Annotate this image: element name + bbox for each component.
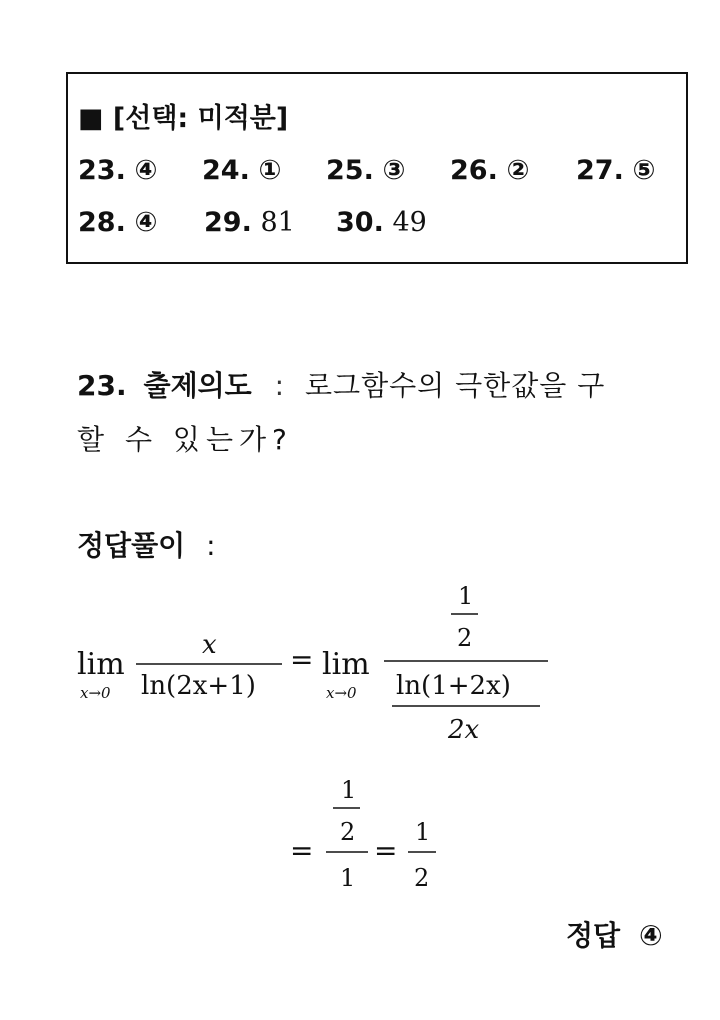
answer-number: 26. [450,155,498,186]
inner-top-one: 1 [458,582,474,610]
answer-number: 23. [78,155,126,186]
frac1-numerator: x [202,630,217,660]
answer-choice: ② [506,155,530,186]
frac1-denominator: ln(2x+1) [141,671,256,701]
frac2-top-one: 1 [341,776,357,804]
answer-choice: ④ [134,155,158,186]
final-answer-label: 정답 [566,919,621,952]
lim-left-sub: x→0 [80,684,111,702]
header-square-icon: ■ [78,103,104,134]
equals-1: = [290,643,314,676]
answer-choice: ④ [134,207,158,238]
answer-choice: ③ [382,155,406,186]
inner-bottom-numerator: ln(1+2x) [396,671,511,701]
intent-label: 출제의도 [143,369,252,402]
header-label: [선택: 미적분] [112,103,289,134]
answer-value: 81 [260,207,295,238]
equals-2: = [290,834,314,867]
frac3-denominator: 2 [414,864,430,892]
equals-3: = [374,834,398,867]
inner-bottom-denominator: 2x [448,715,480,745]
intent-text-1: 로그함수의 극한값을 구 [304,369,606,402]
solution-colon: : [206,529,216,562]
intent-text-2: 할 수 있는가? [77,423,293,456]
frac2-top-two: 2 [340,818,356,846]
answer-number: 25. [326,155,374,186]
answer-choice: ① [258,155,282,186]
answer-number: 30. [336,207,384,238]
answer-value: 49 [392,207,427,238]
answer-choice: ⑤ [632,155,656,186]
inner-top-two: 2 [457,624,473,652]
lim-left: lim [77,647,125,682]
answer-number: 28. [78,207,126,238]
final-answer-choice: ④ [639,919,663,952]
answer-number: 24. [202,155,250,186]
lim-right-sub: x→0 [326,684,357,702]
intent-colon: : [274,369,285,402]
lim-right: lim [322,647,370,682]
final-answer-line [566,914,696,954]
frac2-bottom-one: 1 [340,864,356,892]
answer-number: 29. [204,207,252,238]
problem-number: 23. [77,369,127,402]
solution-label: 정답풀이 [77,529,186,562]
frac3-numerator: 1 [415,818,431,846]
answer-number: 27. [576,155,624,186]
